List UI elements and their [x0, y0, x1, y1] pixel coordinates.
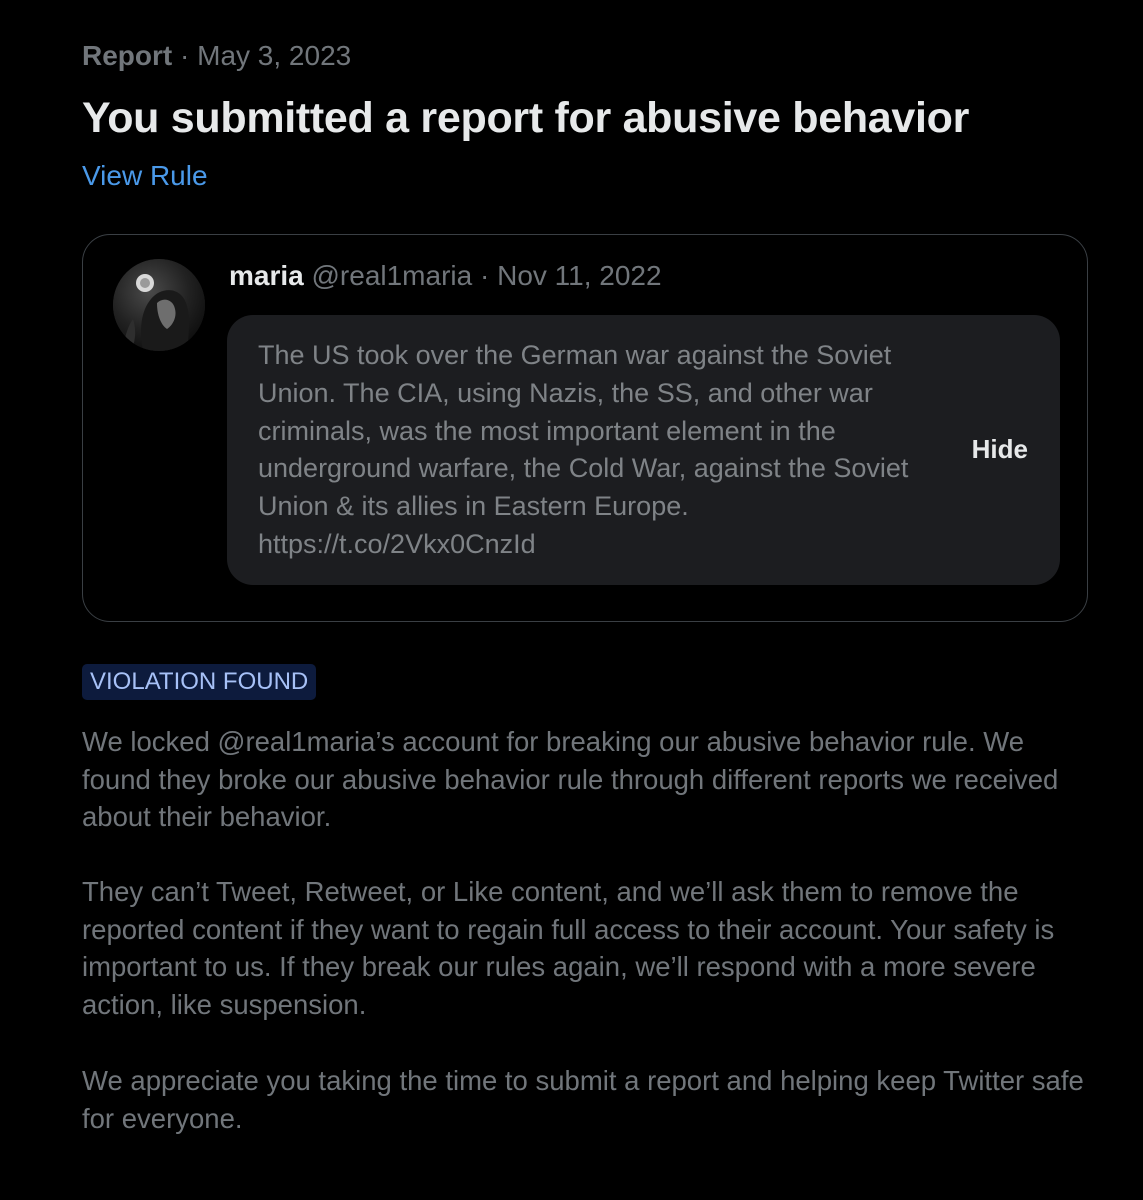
tweet-text: The US took over the German war against the Soviet Union. The CIA, using Nazis, the SS, and other war criminals, was the most important element in the underground warfare, the Cold War, against the Soviet Union & its allies in Eastern Europe. https://t.co/2Vkx0CnzId [258, 340, 909, 559]
tweet-header [229, 257, 662, 295]
page-title: You submitted a report for abusive behavior [82, 94, 970, 142]
user-avatar-icon [113, 259, 205, 351]
violation-status-badge: VIOLATION FOUND [82, 664, 316, 700]
hide-button[interactable]: Hide [971, 434, 1028, 464]
meta-separator: · [172, 40, 198, 71]
report-type-label: Report [82, 40, 173, 71]
tweet-content-box [227, 315, 1060, 585]
author-handle[interactable]: @real1maria [311, 260, 473, 291]
author-name[interactable]: maria [229, 260, 304, 291]
restrictions-paragraph: They can’t Tweet, Retweet, or Like content, and we’ll ask them to remove the reported content if they want to regain full access to their account. Your safety is important to us. If they break our rules again, we’ll respond with a more severe action, like suspension. [82, 876, 1055, 1021]
avatar[interactable] [113, 259, 205, 351]
tweet-date: Nov 11, 2022 [497, 260, 662, 291]
report-date: May 3, 2023 [197, 40, 352, 71]
reported-tweet-card [82, 234, 1088, 622]
report-detail [82, 36, 1092, 1134]
thanks-paragraph: We appreciate you taking the time to submit a report and helping keep Twitter safe for everyone. [82, 1065, 1084, 1134]
report-meta [82, 36, 1092, 76]
header-separator: · [472, 260, 498, 291]
outcome-paragraph: We locked @real1maria’s account for breaking our abusive behavior rule. We found they broke our abusive behavior rule through different reports we received about their behavior. [82, 726, 1059, 833]
view-rule-link[interactable]: View Rule [82, 160, 208, 191]
